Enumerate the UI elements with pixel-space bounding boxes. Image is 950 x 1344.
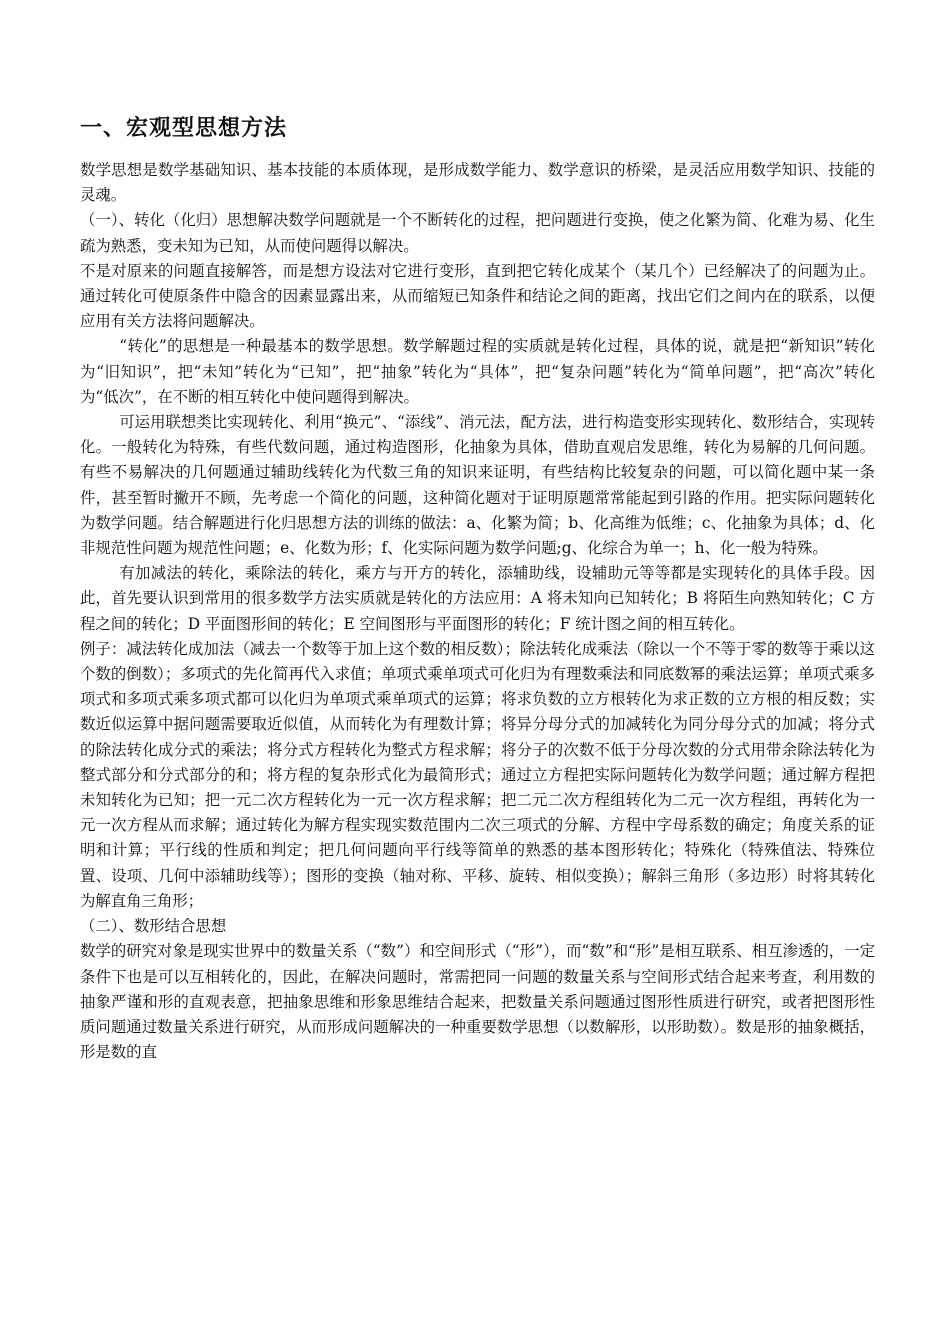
paragraph-examples: 例子：减法转化成加法（减去一个数等于加上这个数的相反数）；除法转化成乘法（除以一个不等于零的数等于乘以这个数的倒数）；多项式的先化简再代入求值；单项式乘单项式可化归为有理数乘法和同底数幂的乘法运算；单项式乘多项式和多项式乘多项式都可以化归为单项式乘单项式的运算；将求负数的立方根转化为求正数的立方根的相反数；实数近似运算中据问题需要取近似值，从而转化为有理数计算；将异分母分式的加减转化为同分母分式的加减；将分式的除法转化成分式的乘法；将分式方程转化为整式方程求解；将分子的次数不低于分母次数的分式用带余除法转化为整式部分和分式部分的和；将方程的复杂形式化为最简形式；通过立方程把实际问题转化为数学问题；通过解方程把未知转化为已知；把一元二次方程转化为一元一次方程求解；把二元二次方程组转化为二元一次方程组，再转化为一元一次方程从而求解；通过转化为解方程实现实数范围内二次三项式的分解、方程中字母系数的确定；角度关系的证明和计算；平行线的性质和判定；把几何问题向平行线等简单的熟悉的基本图形转化；特殊化（特殊值法、特殊位置、设项、几何中添辅助线等）；图形的变换（轴对称、平移、旋转、相似变换）；解斜三角形（多边形）时将其转化为解直角三角形；	[80, 639, 875, 910]
paragraph-intro: 数学思想是数学基础知识、基本技能的本质体现，是形成数学能力、数学意识的桥梁，是灵活应用数学知识、技能的灵魂。	[80, 161, 875, 205]
paragraph-number-shape: 数学的研究对象是现实世界中的数量关系（“数”）和空间形式（“形”），而“数”和“形”是相互联系、相互渗透的，一定条件下也是可以互相转化的，因此，在解决问题时，常需把同一问题的数量关系与空间形式结合起来考查，利用数的抽象严谨和形的直观表意，把抽象思维和形象思维结合起来，把数量关系问题通过图形性质进行研究，或者把图形性质问题通过数量关系进行研究，从而形成问题解决的一种重要数学思想（以数解形，以形助数）。数是形的抽象概括，形是数的直	[80, 942, 875, 1062]
paragraph-conversion-heading: （一）、转化（化归）思想解决数学问题就是一个不断转化的过程，把问题进行变换，使之化繁为简、化难为易、化生疏为熟悉，变未知为已知，从而使问题得以解决。	[80, 211, 875, 255]
section-heading-number-shape: （二）、数形结合思想	[80, 917, 227, 936]
paragraph-conversion-detail: 不是对原来的问题直接解答，而是想方设法对它进行变形，直到把它转化成某个（某几个）已经解决了的问题为止。通过转化可使原条件中隐含的因素显露出来，从而缩短已知条件和结论之间的距离，找出它们之间内在的联系，以便应用有关方法将问题解决。	[80, 261, 875, 331]
paragraph-conversion-methods: 可运用联想类比实现转化、利用“换元”、“添线”、消元法，配方法，进行构造变形实现转化、数形结合，实现转化。一般转化为特殊，有些代数问题，通过构造图形，化抽象为具体，借助直观启发思维，转化为易解的几何问题。有些不易解决的几何题通过辅助线转化为代数三角的知识来证明，有些结构比较复杂的问题，可以简化题中某一条件，甚至暂时撇开不顾，先考虑一个简化的问题，这种简化题对于证明原题常常能起到引路的作用。把实际问题转化为数学问题。结合解题进行化归思想方法的训练的做法：a、化繁为简；b、化高维为低维；c、化抽象为具体；d、化非规范性问题为规范性问题；e、化数为形；f、化实际问题为数学问题;g、化综合为单一；h、化一般为特殊。	[80, 413, 875, 558]
paragraph-conversion-essence: “转化”的思想是一种最基本的数学思想。数学解题过程的实质就是转化过程，具体的说，就是把“新知识”转化为“旧知识”，把“未知”转化为“已知”，把“抽象”转化为“具体”，把“复杂问题”转化为“简单问题”，把“高次”转化为“低次”，在不断的相互转化中使问题得到解决。	[80, 337, 875, 406]
paragraph-conversion-means: 有加减法的转化，乘除法的转化，乘方与开方的转化，添辅助线，设辅助元等等都是实现转化的具体手段。因此，首先要认识到常用的很多数学方法实质就是转化的方法应用：A 将未知向已知转化；B 将陌生向熟知转化；C 方程之间的转化；D 平面图形间的转化；E 空间图形与平面图形的转化；F 统计图之间的相互转化。	[80, 564, 875, 633]
document-page	[80, 112, 875, 1065]
page-title: 一、宏观型思想方法	[80, 116, 288, 141]
